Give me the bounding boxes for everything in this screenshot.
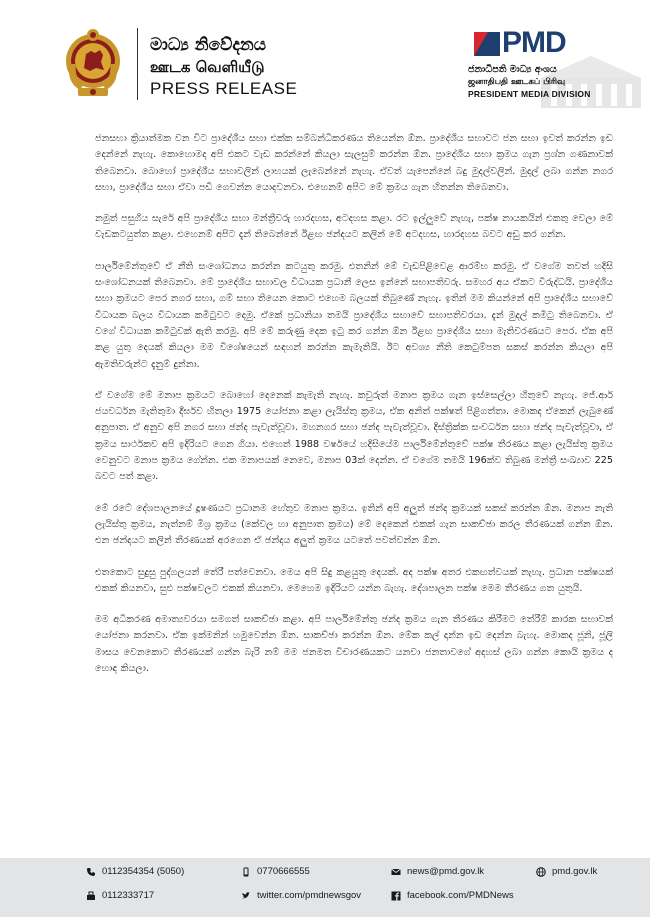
press-release-title [150, 34, 340, 100]
phone-icon [86, 867, 96, 877]
title-sinhala: මාධ්‍ය නිවේදනය [150, 35, 266, 55]
mobile-number: 0770666555 [257, 866, 310, 877]
press-release-body [95, 131, 613, 692]
globe-icon [536, 867, 546, 877]
division-english: PRESIDENT MEDIA DIVISION [468, 89, 591, 99]
body-paragraph: මම අධිකරණ අමාත්‍යවරයා සමගත් සාකච්ඡා කළා. අපි පාර්ලිමේන්තු ඡන්ද ක්‍රමය ගැන තීරණය කිරීමට තේරීම් කාරක සභාවක් යෝජනා කරනවා. ඒක ඉක්මනින් හමුවෙන්න ඕන. සාකච්ඡා කරන්න ඕන. මේක කල් දාන්න ඉඩ දෙන්න බැහැ. මොකද ජූනි, ජූලි මාසය වෙනකොට තීරණයක් ගන්න බැරි නම් මම ජනමත විචාරණයකට යනවා ජනතාවගේ අදහස් ලබා ගන්න කොයි ක්‍රමය ද හොඳ කියලා. [95, 614, 613, 675]
email-address: news@pmd.gov.lk [407, 866, 485, 877]
mobile-icon [241, 867, 251, 877]
phone-number: 0112354354 (5050) [102, 866, 185, 877]
footer-email[interactable] [391, 866, 484, 877]
pmd-mark-icon [474, 32, 500, 56]
facebook-icon [391, 891, 401, 901]
body-paragraph: ජනසභා ක්‍රියාත්මක වන විට ප්‍රාදේශීය සභා එක්ක සම්බන්ධීකරණය තියෙන්න ඕන. ප්‍රාදේශීය සභාවට ජන සභා ඉවත් කරන්න ඉඩ දෙන්නේ නැහැ. කොහොමද අපි එකට වැඩ කරන්නේ කියලා සැලසුම් කරන්න ඕන. ප්‍රාදේශීය සභා ක්‍රමය ගැන ප්‍රශ්න ගණනාවක් තිබෙනවා. බොහෝ ප්‍රාදේශීය සභාවලින් ලාභයක් ලැබෙන්නේ නැහැ. ඒවත් යැපෙන්නේ බදු මුදල්වලින්. මුදල් ලබා ගන්න නගර සභා, ප්‍රාදේශීය සභා ඒවා පඩි ගෙවන්න යොදවනවා. එහෙනම් අපිට මේ ක්‍රමය ගැන හිතන්න තිබෙනවා. [95, 133, 613, 193]
body-paragraph: ඒ වගේම මේ මනාප ක්‍රමයට බොහෝ දෙනෙක් කැමැති නැහැ. කවුරුත් මනාප ක්‍රමය ගැන ඉස්සෙල්ලා හිතුවේ නැහැ. ජේ.ආර් ජයවර්ධන මැතිතුමා දීර්ඝව හිතලා 1975 යෝජනා කළා ලැයිස්තු ක්‍රමය, ඒක අනිත් පක්ෂත් පිළිගත්තා. මොකද ඒකෙන් ලැබුණේ අනුපාත. ඒ අනුව අපි නගර සභා ඡන්ද පැවැත්වූවා. මහනගර සභා ඡන්ද පැවැත්වූවා. දිස්ත්‍රික්ක සංවර්ධන සභා ඡන්ද පැවැත්වූවා, ඒ ක්‍රමය සාර්ථකව අපි ඉදිරියට ගෙන ගියා. එහෙත් 1988 වර්ෂයේ හදිසියේම පාර්ලිමේන්තුවේ පක්ෂ තීරණය කළා ලැයිස්තු ක්‍රමය වෙනුවට මනාප ක්‍රමය ගේන්න. එක මනාපයක් නෙවෙ, මනාප 03ක් දෙන්න. ඒ වගේම තමයි 196ක්ව තිබුණ මන්ත්‍රී සංඛ්‍යාව 225 බවට පත් කළා. [95, 389, 613, 483]
contact-footer [0, 858, 650, 917]
facebook-page: facebook.com/PMDNews [407, 890, 514, 901]
footer-mobile[interactable] [241, 866, 310, 877]
title-tamil: ஊடக வெளியீடு [150, 58, 265, 76]
body-paragraph: නමුත් පසුගිය සැරේ අපි ප්‍රාදේශීය සභා මන්ත්‍රීවරු හාරදහස, අටදහස කළා. රට ඉල්ලුවේ නැහැ, පක්ෂ නායකයින් එකතු වෙලා මේ වැඩකටයුත්ත කළා. එහෙනම් අපිට දැන් තිබෙන්නේ ඊළඟ ඡන්දයට කලින් මේ අටදහස, හාරදහස බවට අඩු කර ගන්න. [95, 213, 613, 241]
fax-icon [86, 891, 96, 901]
body-paragraph: එතකොට සුදුසු පුද්ගලයන් තේරී පත්වෙනවා. මෙය අපි සිදු කළයුතු දෙයක්. අද පක්ෂ අතර එකඟත්වයක් නැහැ. ප්‍රධාන පක්ෂයක් එකක් කියනවා, සුළු පක්ෂවලට එකක් කියනවා. මෙහෙම ඉදිරියට යන්න බැහැ. දේශපාලන පක්ෂ මෙම තීරණය ගත යුතුයි. [95, 566, 613, 594]
body-paragraph: මේ රටේ දේශපාලනයේ දූෂණයට ප්‍රධානම හේතුව මනාප ක්‍රමය. ඉතින් අපි අලුත් ඡන්ද ක්‍රමයක් සකස් කරන්න ඕන. මනාප නැති ලැයිස්තු ක්‍රමය, නැත්නම් මිශ්‍ර ක්‍රමය (කේවල හා අනුපාත ක්‍රමය) මේ දෙකෙන් එකක් ගැන සාකච්ඡා කරල තීරණයක් ගන්න ඕන. එන ඡන්දයට කලින් තීරණයක් අරගෙන ඒ ඡන්දය අලුත් ක්‍රමය යටතේ පවත්වන්න ඕන. [95, 502, 613, 547]
sri-lanka-emblem-icon [62, 24, 124, 102]
footer-fax[interactable] [86, 890, 154, 901]
pmd-logo [474, 26, 584, 60]
division-name [468, 64, 628, 100]
footer-website[interactable] [536, 866, 597, 877]
footer-phone[interactable] [86, 866, 184, 877]
footer-twitter[interactable] [241, 890, 361, 901]
title-english: PRESS RELEASE [150, 79, 298, 98]
fax-number: 0112333717 [102, 890, 155, 901]
division-tamil: ஜனாதிபதி ஊடகப் பிரிவு [468, 77, 566, 87]
pmd-logo-text: PMD [502, 26, 566, 59]
footer-facebook[interactable] [391, 890, 514, 901]
website-url: pmd.gov.lk [552, 866, 598, 877]
header-divider [137, 28, 138, 100]
body-paragraph: පාර්ලිමේන්තුවේ ඒ නීති සංශෝධනය කරන්න කටයුතු කරමු. එතනින් මේ වැඩපිළිවෙළ ආරම්භ කරමු. ඒ වගේම තවත් හදිසි සංශෝධනයක් තිබෙනවා. මේ ප්‍රාදේශීය සභාවල විධායක ප්‍රධානී ලෙස ඉන්නේ සභාපතිවරු. සමහර අය ඒකට විරුද්ධයි. ප්‍රාදේශීය සභා ක්‍රමයට පෙර නගර සභා, ගම් සභා තියෙන කොට එහෙම බලයක් තිබුණේ නැහැ. ඉතින් මම කියන්නේ අපි ප්‍රාදේශීය සභාවේ විධායක බලය විධායක කමිටුවට දෙමු. ඒකේ ප්‍රධානියා තමයි ප්‍රාදේශීය සභාවේ සභාපතිවරයා. දැන් මුදල් කමිටු තිබෙනවා. ඒ වගේ විධායක කමිටුවක් ඇති කරමු. අපි මේ කරුණු දෙක ඉටු කර ගන්න ඕන ඊළඟ ප්‍රාදේශීය සභා මැතිවරණයට පෙර. ඒක අපි කළ යුතු දෙයක් කියලා මම විශේෂයෙන් සඳහන් කරන්න කැමැතියි. ඊට අවශ්‍ය නීති කෙටුම්පත සකස් කරන්න කියලා අපි ඇමතිවරුන්ට දැනුම් දුන්නා. [95, 260, 613, 370]
twitter-icon [241, 891, 251, 901]
division-sinhala: ජනාධිපති මාධ්‍ය අංශය [468, 64, 557, 75]
letterhead [0, 0, 650, 118]
email-icon [391, 867, 401, 877]
twitter-handle: twitter.com/pmdnewsgov [257, 890, 362, 901]
